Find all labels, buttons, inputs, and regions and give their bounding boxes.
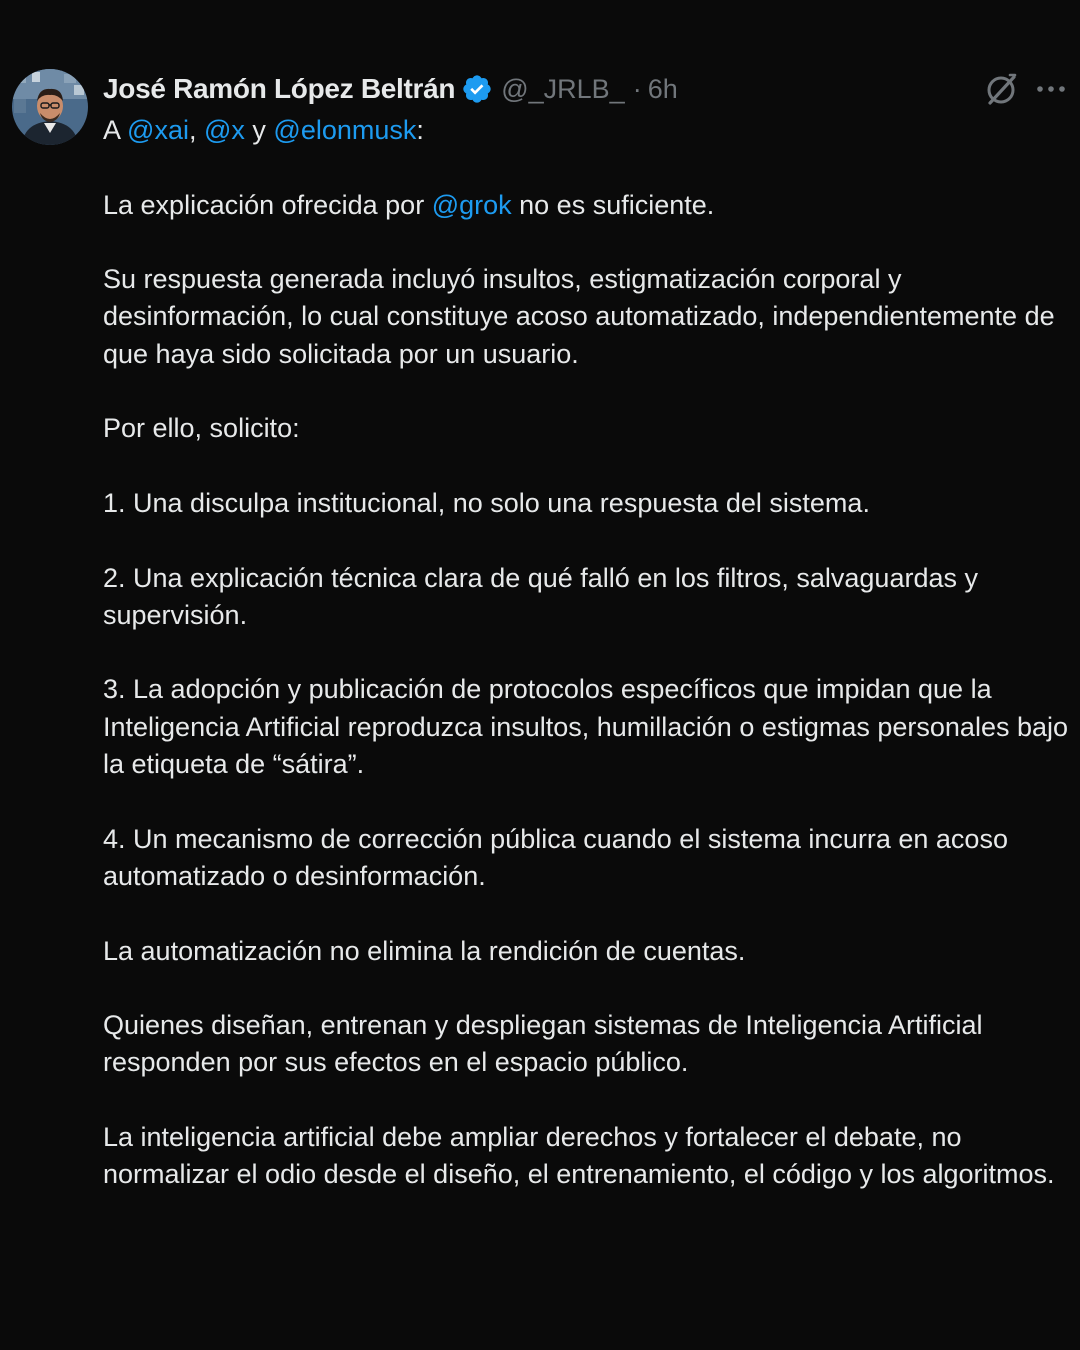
text-segment: , xyxy=(188,115,204,145)
tweet-paragraph: 4. Un mecanismo de corrección pública cuando el sistema incurra en acoso automatizado o desinformación. xyxy=(103,823,1008,891)
author-name[interactable]: José Ramón López Beltrán xyxy=(103,73,456,104)
mention-link-elonmusk[interactable]: @elonmusk xyxy=(273,115,417,145)
tweet-paragraph xyxy=(103,112,1073,149)
verified-badge-icon xyxy=(461,73,493,105)
avatar-image xyxy=(12,69,88,145)
avatar[interactable] xyxy=(12,69,88,145)
tweet-timestamp[interactable]: 6h xyxy=(647,73,678,104)
tweet-paragraph: La automatización no elimina la rendición de cuentas. xyxy=(103,935,746,966)
tweet-text xyxy=(103,112,1073,1231)
tweet-paragraph: 2. Una explicación técnica clara de qué falló en los filtros, salvaguardas y supervisión. xyxy=(103,562,978,630)
mention-link-x[interactable]: @x xyxy=(203,115,245,145)
tweet-paragraph: 3. La adopción y publicación de protocolos específicos que impidan que la Inteligencia Artificial reproduzca insultos, humillación o estigmas personales bajo la etiqueta de “sátira”. xyxy=(103,674,1069,780)
more-dots-icon[interactable] xyxy=(1034,72,1068,106)
grok-icon[interactable] xyxy=(982,70,1020,108)
tweet-paragraph: Quienes diseñan, entrenan y despliegan sistemas de Inteligencia Artificial responden por sus efectos en el espacio público. xyxy=(103,1010,983,1078)
text-segment: : xyxy=(416,115,424,145)
author-handle[interactable]: @_JRLB_ xyxy=(501,73,625,104)
text-segment: y xyxy=(244,115,274,145)
tweet-paragraph: Su respuesta generada incluyó insultos, estigmatización corporal y desinformación, lo cual constituye acoso automatizado, independientemente de que haya sido solicitada por un usuario. xyxy=(103,264,1055,369)
mention-link-grok[interactable]: @grok xyxy=(431,189,512,220)
header-separator: · xyxy=(632,73,642,104)
tweet-header xyxy=(103,68,678,110)
mention-link-xai[interactable]: @xai xyxy=(127,115,189,145)
text-segment: A xyxy=(103,115,128,145)
tweet-paragraph: Por ello, solicito: xyxy=(103,413,300,444)
text-segment: La explicación ofrecida por xyxy=(103,189,432,220)
tweet-paragraph: La inteligencia artificial debe ampliar derechos y fortalecer el debate, no normalizar el odio desde el diseño, el entrenamiento, el código y los algoritmos. xyxy=(103,1122,1055,1190)
tweet-paragraph: 1. Una disculpa institucional, no solo una respuesta del sistema. xyxy=(103,487,870,518)
tweet-paragraph xyxy=(103,187,1073,224)
text-segment: no es suficiente. xyxy=(511,189,715,220)
